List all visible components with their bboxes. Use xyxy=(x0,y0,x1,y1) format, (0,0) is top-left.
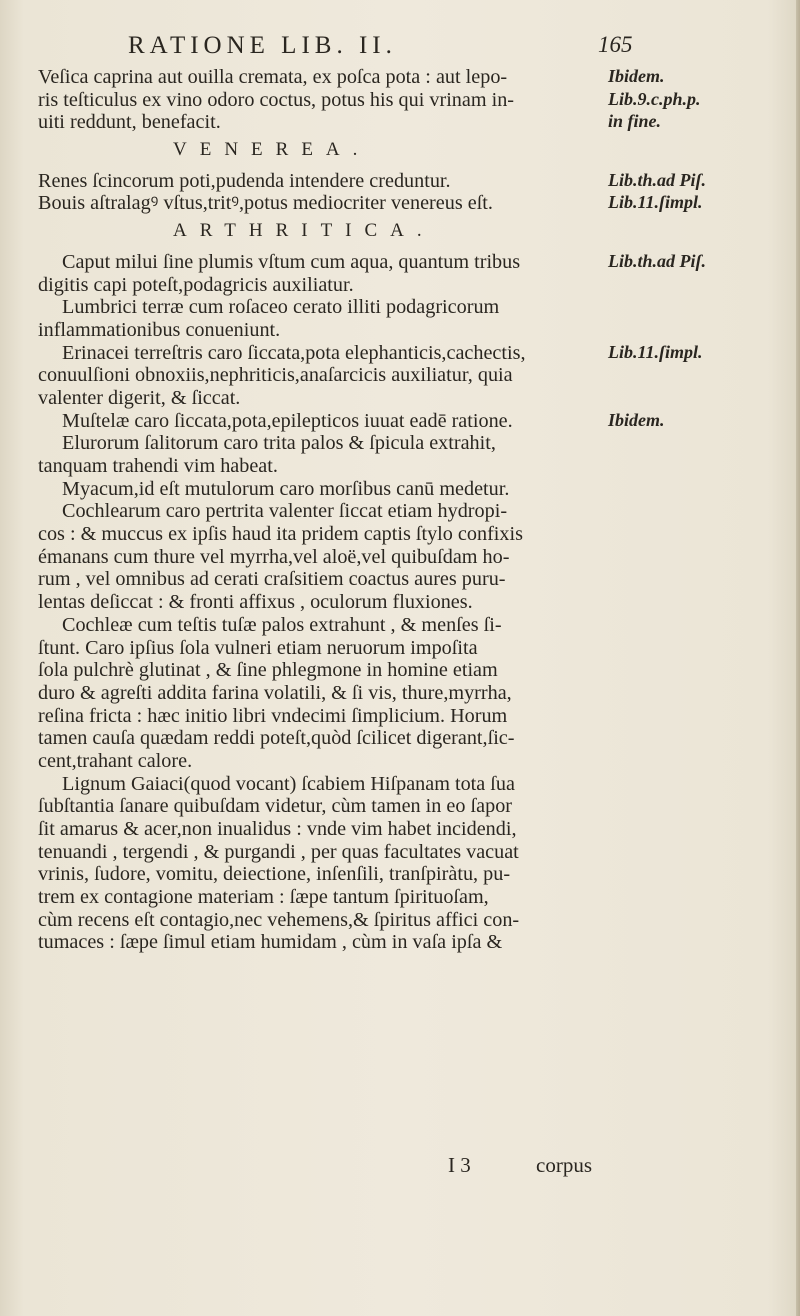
running-title: RATIONE LIB. II. xyxy=(128,32,397,59)
margin-note: Lib.th.ad Piſ. xyxy=(608,251,706,271)
text-line: Cochlearum caro pertrita valenter ſiccat etiam hydropi- xyxy=(62,500,508,523)
text-line: trem ex contagione materiam : ſæpe tantum ſpirituoſam, xyxy=(38,886,489,909)
text-line: valenter digerit, & ſiccat. xyxy=(38,386,241,409)
text-line: ris teſticulus ex vino odoro coctus, potus his qui vrinam in- xyxy=(38,88,515,111)
margin-note: Lib.th.ad Piſ. xyxy=(608,170,706,190)
text-line: vrinis, ſudore, vomitu, deiectione, inſenſili, tranſpiràtu, pu- xyxy=(38,863,511,886)
text-line: Bouis aſtralagꝰ vſtus,tritꝰ,potus mediocriter venereus eſt. xyxy=(38,192,493,215)
text-line: Cochleæ cum teſtis tuſæ palos extrahunt , & menſes ſi- xyxy=(62,613,502,636)
margin-note: Lib.11.ſimpl. xyxy=(608,192,703,212)
text-line: Erinacei terreſtris caro ſiccata,pota elephanticis,cacheсtis, xyxy=(62,341,526,364)
text-line: cùm recens eſt contagio,nec vehemens,& ſpiritus affici con- xyxy=(38,908,520,931)
text-line: ſubſtantia ſanare quibuſdam videtur, cùm tamen in eo ſapor xyxy=(38,795,513,818)
margin-note: Ibidem. xyxy=(608,410,665,430)
text-line: reſina fricta : hæc initio libri vndecimi ſimplicium. Horum xyxy=(38,704,508,727)
text-line: Veſica caprina aut ouilla cremata, ex poſca pota : aut lepo- xyxy=(38,66,508,88)
text-line: rum , vel omnibus ad cerati craſsitiem coactus aures puru- xyxy=(38,568,506,591)
text-line: Muſtelæ caro ſiccata,pota,epilepticos iuuat eadē ratione. xyxy=(62,409,513,432)
footer-catchwords xyxy=(448,1153,648,1179)
section-heading: ARTHRITICA. xyxy=(173,220,435,242)
text-line: ſtunt. Caro ipſius ſola vulneri etiam neruorum impoſita xyxy=(38,636,478,659)
text-line: inflammationibus conueniunt. xyxy=(38,318,281,341)
text-line: Elurorum ſalitorum caro trita palos & ſpicula extrahit, xyxy=(62,432,496,455)
text-line: digitis capi poteſt,podagricis auxiliatur. xyxy=(38,273,354,296)
section-heading: VENEREA. xyxy=(173,139,371,161)
text-line: Caput milui ſine plumis vſtum cum aqua, quantum tribus xyxy=(62,250,521,273)
text-line: tenuandi , tergendi , & purgandi , per quas facultates vacuat xyxy=(38,840,519,863)
signature-mark: I 3 xyxy=(448,1153,471,1177)
margin-note: Ibidem. xyxy=(608,66,665,86)
text-line: uiti reddunt, benefacit. xyxy=(38,111,221,134)
text-line: Renes ſcincorum poti,pudenda intendere creduntur. xyxy=(38,169,451,192)
catchword: corpus xyxy=(536,1153,592,1177)
text-line: émanans cum thure vel myrrha,vel aloë,vel quibuſdam ho- xyxy=(38,545,510,568)
text-line: cos : & muccus ex ipſis haud ita pridem captis ſtylo confixis xyxy=(38,523,523,546)
page-edge xyxy=(796,0,800,1316)
text-line: ſit amarus & acer,non inualidus : vnde vim habet incidendi, xyxy=(38,818,517,840)
main-text-block xyxy=(38,66,598,954)
text-line: tamen cauſa quædam reddi poteſt,quòd ſcilicet digerant,ſic- xyxy=(38,727,515,750)
text-line: duro & agreſti addita farina volatili, & ſi vis, thure,myrrha, xyxy=(38,681,512,704)
text-line: Lignum Gaiaci(quod vocant) ſcabiem Hiſpanam tota ſua xyxy=(62,772,515,795)
margin-note: Lib.9.c.ph.p. xyxy=(608,89,701,109)
text-line: cent,trahant calore. xyxy=(38,749,193,772)
margin-note: in fine. xyxy=(608,111,662,131)
text-line: lentas deſiccat : & fronti affixus , oculorum fluxiones. xyxy=(38,591,473,614)
text-line: conuulſioni obnoxiis,nephriticis,anaſarcicis auxiliatur, quia xyxy=(38,364,513,387)
text-line: tanquam trahendi vim habeat. xyxy=(38,455,278,477)
text-line: tumaces : ſæpe ſimul etiam humidam , cùm in vaſa ipſa & xyxy=(38,931,503,954)
text-line: ſola pulchrè glutinat , & ſine phlegmone in homine etiam xyxy=(38,659,498,682)
page-number: 165 xyxy=(598,32,633,57)
margin-note: Lib.11.ſimpl. xyxy=(608,342,703,362)
text-line: Lumbrici terræ cum roſaceo cerato illiti podagricorum xyxy=(62,296,500,319)
running-header xyxy=(128,32,648,62)
text-line: Myacum,id eſt mutulorum caro morſibus canū medetur. xyxy=(62,477,510,500)
